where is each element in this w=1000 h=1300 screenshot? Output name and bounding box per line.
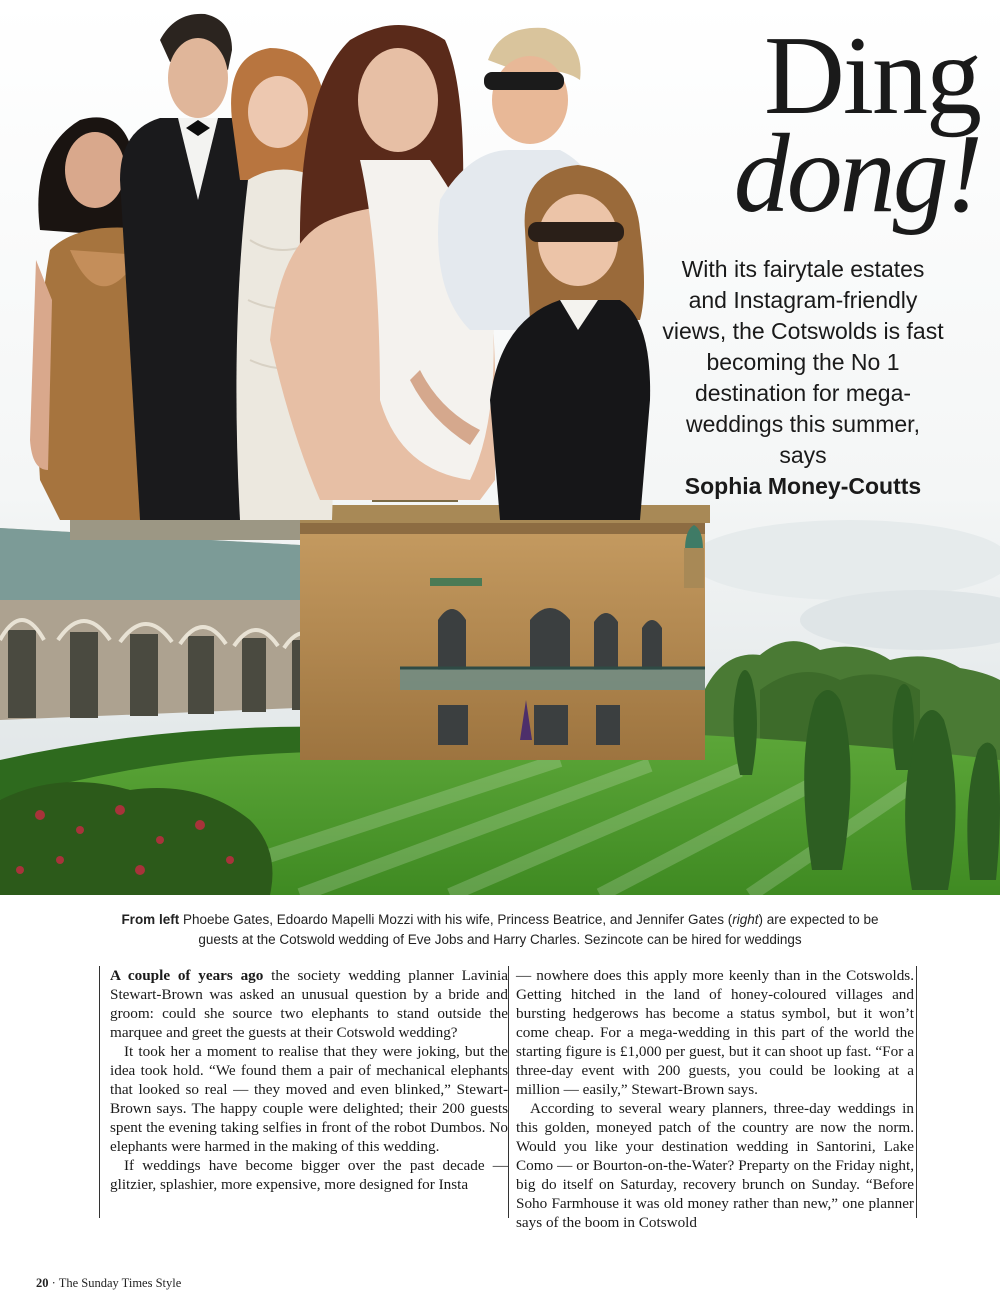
caption-right-word: right: [732, 912, 759, 927]
lead-in: A couple of years ago: [110, 967, 264, 984]
column-rule-left: [99, 966, 100, 1218]
column-rule-right: [916, 966, 917, 1218]
article-paragraph: — nowhere does this apply more keenly than in the Cotswolds. Getting hitched in the land of honey-coloured villages and bursting hedgerows has become a status symbol, but it won’t come cheap. For a mega-wedding in this part of the world the starting figure is £1,000 per guest, but it can shoot up fast. “For a three-day event with 200 guests, you could be looking at a million — easily,” Stewart-Brown says.: [516, 967, 914, 1098]
article-paragraph: According to several weary planners, three-day weddings in this golden, moneyed patch of the country are now the norm. Would you like your destination wedding in Santorini, Lake Como — or Bourton-on-the-Water? Preparty on the Friday night, big do itself on Saturday, recovery brunch on Sunday. “Before Soho Farmhouse it was old money rather than new,” one planner says of the boom in Cotswold: [516, 1100, 914, 1231]
column-rule-middle: [508, 966, 509, 1218]
publication-name: The Sunday Times Style: [58, 1276, 182, 1290]
headline-line-1: Ding: [764, 14, 980, 138]
standfirst: [660, 254, 946, 502]
byline: Sophia Money-Coutts: [684, 473, 922, 499]
caption-part-2: ) are expected to be guests at the Cotswold wedding of Eve Jobs and Harry Charles. Sezincote can be hired for weddings: [198, 912, 879, 947]
paragraph-text: the society wedding planner Lavinia Stewart-Brown was asked an unusual question by a bride and groom: could she source two elephants to stand outside the marquee and greet the guests at their Cotswold wedding?: [110, 967, 508, 1041]
article-column-left: [110, 966, 508, 1194]
article-column-right: [516, 966, 914, 1232]
article-paragraph: [110, 966, 508, 1042]
article-paragraph: It took her a moment to realise that they were joking, but the idea took hold. “We found them a pair of mechanical elephants that looked so real — they moved and even blinked,” Stewart-Brown says. The happy couple were delighted; their 200 guests spent the evening taking selfies in front of the robot Dumbos. No elephants were harmed in the making of this wedding.: [110, 1043, 508, 1155]
headline-line-2: dong!: [733, 112, 980, 236]
photo-caption: [100, 910, 900, 950]
folio-separator: ·: [48, 1276, 59, 1290]
headline: [690, 14, 980, 236]
page-folio: [36, 1276, 181, 1291]
page-number: 20: [36, 1276, 49, 1290]
article-paragraph: If weddings have become bigger over the past decade — glitzier, splashier, more expensive, more designed for Insta: [110, 1157, 508, 1193]
standfirst-text: With its fairytale estates and Instagram-friendly views, the Cotswolds is fast becoming the No 1 destination for mega-weddings this summer, says: [662, 256, 944, 468]
caption-lead: From left: [121, 912, 180, 927]
caption-part-1: Phoebe Gates, Edoardo Mapelli Mozzi with his wife, Princess Beatrice, and Jennifer Gates (: [179, 912, 733, 927]
